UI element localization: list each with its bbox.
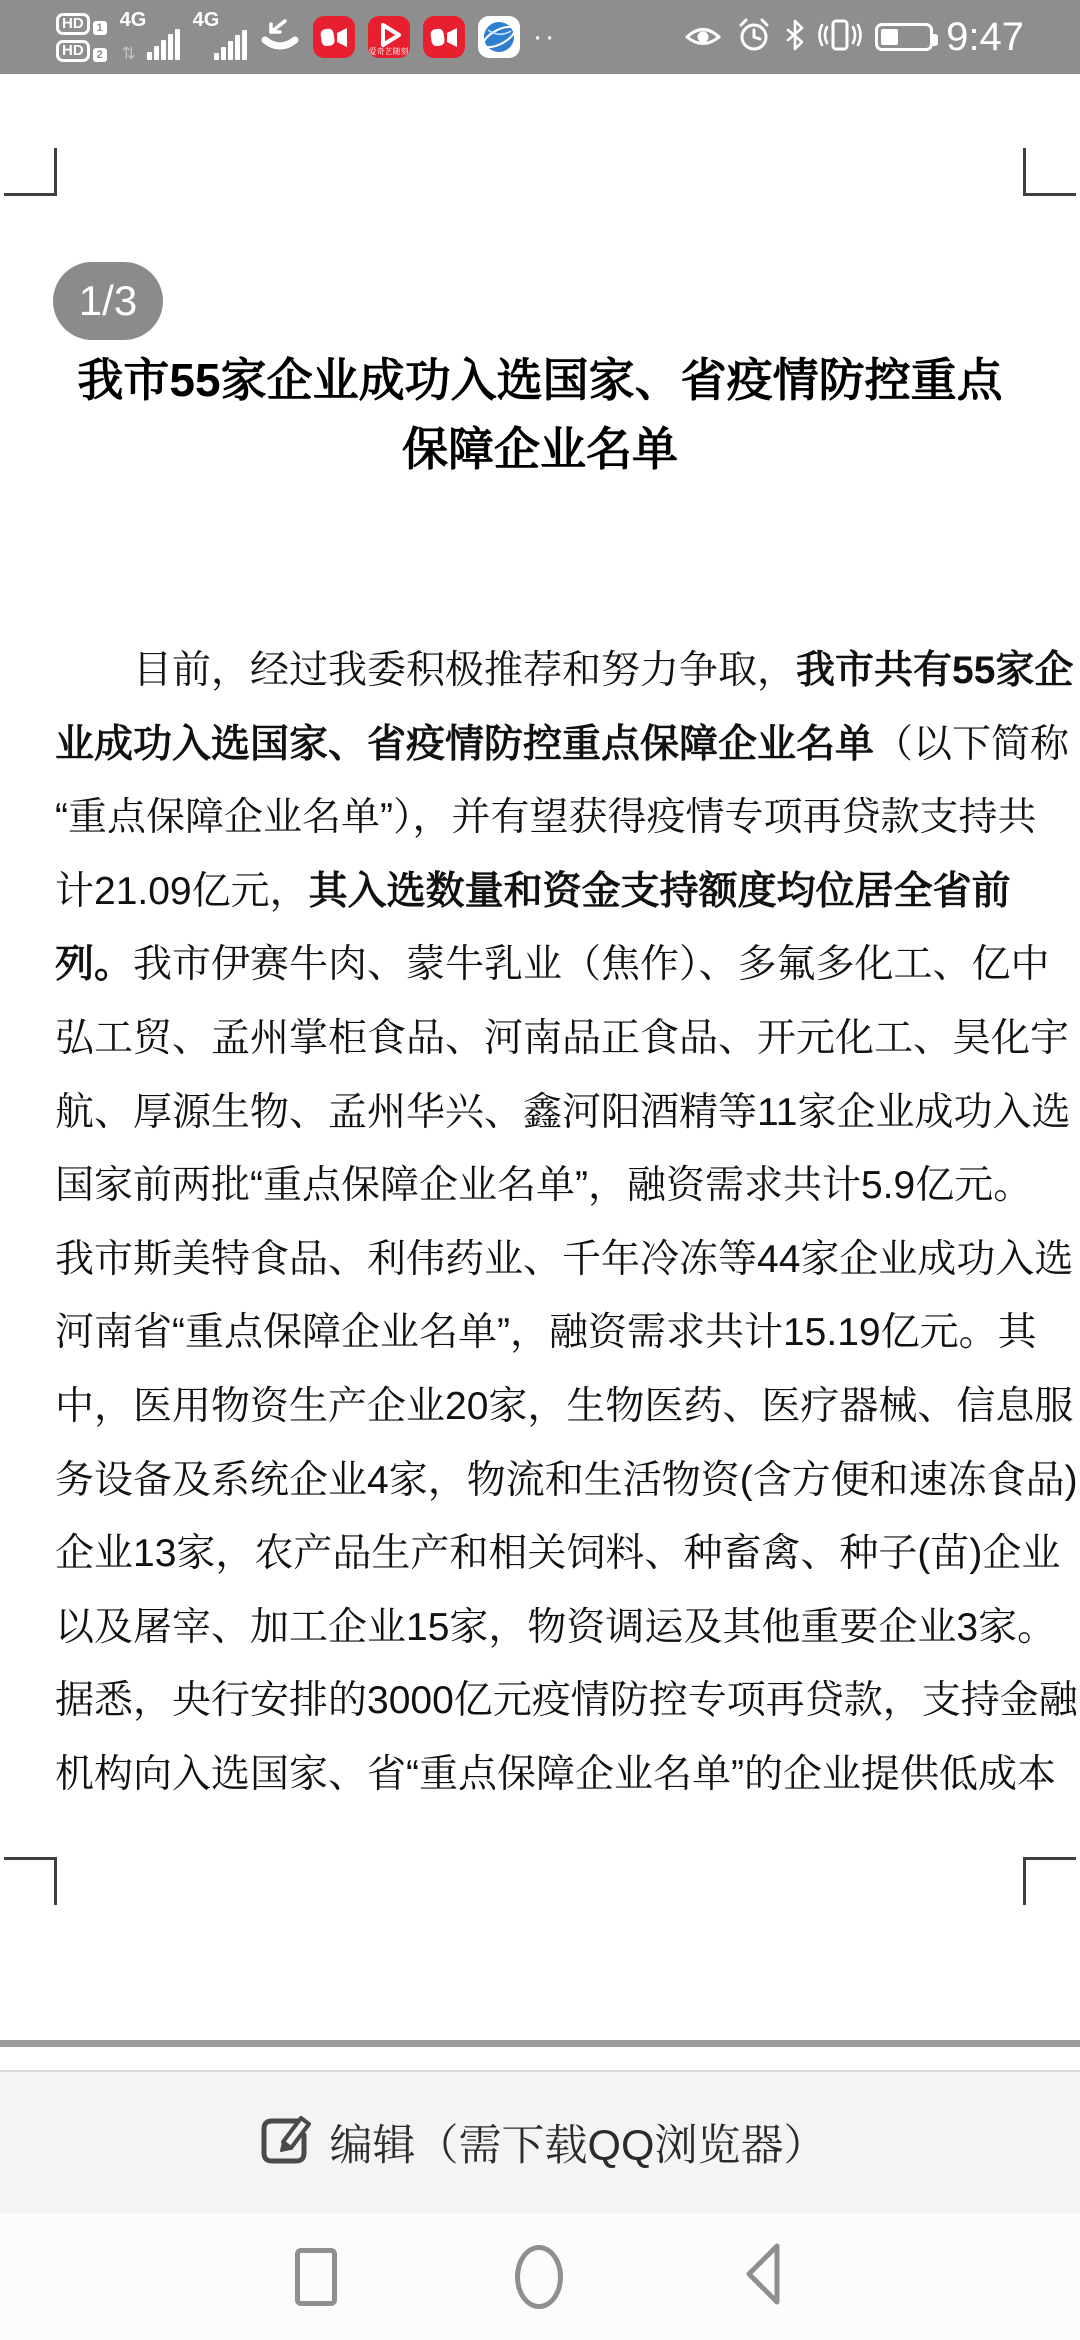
home-button[interactable]	[515, 2245, 563, 2309]
edit-button[interactable]: 编辑（需下载QQ浏览器）	[329, 2122, 827, 2170]
signal-sim1-icon	[120, 10, 180, 64]
page-corner-mark-bottom-left	[4, 1857, 57, 1905]
signal-bars-icon	[214, 30, 247, 60]
body-text-line: 目前，经过我委积极推荐和努力争取，我市共有55家企	[55, 649, 1074, 692]
battery-nub	[933, 34, 938, 46]
hd-sim2-icon	[56, 40, 107, 62]
document-title-line: 保障企业名单	[402, 423, 678, 475]
body-text-line: “重点保障企业名单”），并有望获得疫情专项再贷款支持共	[55, 796, 1037, 840]
body-text-line: 河南省“重点保障企业名单”，融资需求共计15.19亿元。其	[55, 1311, 1037, 1355]
sim2-number: 2	[93, 48, 107, 62]
signal-bars-icon	[147, 29, 180, 60]
status-bar-left	[56, 0, 557, 74]
page-gap-separator	[0, 2040, 1080, 2047]
document-body	[55, 634, 1078, 1812]
body-text-line: 务设备及系统企业4家，物流和生活物资(含方便和速冻食品)	[55, 1458, 1078, 1502]
network-type-label: 4G	[119, 9, 147, 31]
body-text-line: 业成功入选国家、省疫情防控重点保障企业名单（以下简称	[55, 722, 1070, 766]
page-indicator-badge: 1/3	[53, 262, 163, 340]
kuaishou-notification-icon	[313, 16, 355, 58]
page-corner-mark-top-right	[1023, 148, 1076, 196]
bottom-toolbar	[0, 2070, 1080, 2213]
page-corner-mark-bottom-right	[1023, 1857, 1076, 1905]
page-corner-mark-top-left	[4, 148, 57, 196]
hd-label: HD	[56, 40, 90, 62]
kuaishou-notification-icon	[423, 16, 465, 58]
body-text-line: 以及屠宰、加工企业15家，物资调运及其他重要企业3家。	[55, 1605, 1057, 1649]
data-arrows-icon: ⇅	[121, 44, 136, 63]
hd-label: HD	[56, 13, 90, 35]
hd-sim1-icon	[56, 13, 107, 35]
browser-globe-notification-icon	[478, 16, 520, 58]
body-text-line: 国家前两批“重点保障企业名单”，融资需求共计5.9亿元。	[55, 1164, 1033, 1208]
sim1-number: 1	[93, 21, 107, 35]
body-text-line: 计21.09亿元，其入选数量和资金支持额度均位居全省前	[55, 869, 1011, 913]
body-text-line: 列。我市伊赛牛肉、蒙牛乳业（焦作）、多氟多化工、亿中	[55, 943, 1050, 987]
body-text-line: 弘工贸、孟州掌柜食品、河南品正食品、开元化工、昊化宇	[55, 1016, 1070, 1060]
network-type-label: 4G	[192, 9, 220, 31]
alarm-icon	[736, 17, 772, 58]
app-icon-caption: 爱奇艺随刻	[368, 47, 409, 56]
signal-sim2-icon	[193, 10, 247, 64]
document-title	[0, 346, 1080, 484]
missed-call-icon	[260, 17, 300, 58]
more-notifications-icon: ··	[532, 20, 557, 53]
bluetooth-icon	[785, 19, 805, 56]
body-text-line: 中，医用物资生产企业20家，生物医药、医疗器械、信息服	[55, 1384, 1074, 1428]
clock-time: 9:47	[946, 15, 1024, 59]
body-text-line: 我市斯美特食品、利伟药业、千年冷冻等44家企业成功入选	[55, 1237, 1074, 1281]
body-text-line: 机构向入选国家、省“重点保障企业名单”的企业提供低成本	[55, 1752, 1056, 1796]
vibrate-icon	[818, 17, 862, 58]
edit-icon	[254, 2109, 316, 2176]
recents-button[interactable]	[295, 2248, 337, 2306]
battery-level	[881, 29, 898, 45]
eye-comfort-icon	[683, 20, 723, 55]
status-bar	[0, 0, 1080, 74]
iqiyi-suike-notification-icon	[368, 16, 410, 58]
body-text-line: 企业13家，农产品生产和相关饲料、种畜禽、种子(苗)企业	[55, 1532, 1061, 1576]
document-title-line: 我市55家企业成功入选国家、省疫情防控重点	[77, 354, 1003, 406]
navigation-bar	[0, 2213, 1080, 2340]
volte-hd-indicators	[56, 13, 107, 62]
body-text-line: 据悉，央行安排的3000亿元疫情防控专项再贷款，支持金融	[55, 1679, 1078, 1723]
status-bar-right	[683, 0, 1024, 74]
body-text-line: 航、厚源生物、孟州华兴、鑫河阳酒精等11家企业成功入选	[55, 1090, 1071, 1134]
back-button[interactable]	[741, 2240, 785, 2313]
battery-icon	[875, 23, 933, 51]
